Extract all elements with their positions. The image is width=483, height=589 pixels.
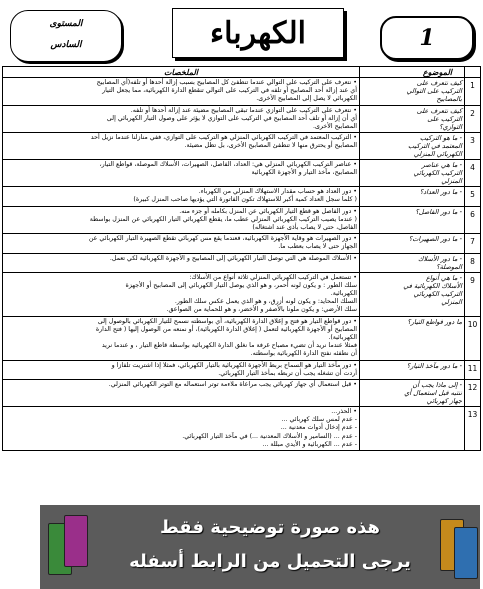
table-row [3,160,481,187]
page-header [2,2,481,65]
row-number: 1 [465,78,481,106]
row-topic [360,105,465,133]
topic-line: التركيب على [427,114,462,123]
watermark-line-1: هذه صورة توضيحية فقط [159,517,380,538]
topic-line: بالمصابيح [436,95,462,103]
row-summary [3,407,360,451]
table-row [3,360,481,379]
row-summary [3,380,360,407]
row-topic [360,187,465,206]
row-summary [3,206,360,234]
topic-line: الموصلة؟ [436,262,462,271]
summary-line: • دور الفاصل هو قطع التيار الكهربائي عن المنزل بكامله أو جزء منه. [179,207,357,215]
row-summary [3,133,360,160]
topic-line: - ما دور الفاصل؟ [415,207,462,216]
book-icon [454,527,478,579]
summary-line: • التركيب المعتمد في التركيب الكهربائي المنزلي هو التركيب على التوازي، ففي منازلنا عندما نزيل أحد [90,134,357,142]
table-row [3,133,481,160]
summary-table [2,66,481,451]
table-row [3,206,481,234]
summary-line: • الأسلاك الموصلة هي التي توصل التيار الكهربائي إلى المصابيح و الأجهزة الكهربائية لكي تعمل. [109,254,357,262]
summary-line: الجهاز حتى لا يصاب بعطب ما. [278,243,357,251]
row-number: 6 [465,206,481,234]
row-number: 9 [465,272,481,316]
summary-line: • الحذر... [331,408,357,416]
lesson-number-badge: 1 [380,16,474,60]
summary-line: المصابيح الأخرى. [312,123,357,131]
row-topic [360,234,465,253]
topic-line: التركيب الكهربائي [413,289,462,298]
row-topic [360,272,465,316]
row-topic [360,133,465,160]
row-number: 12 [465,380,481,407]
topic-line: المعتمد في التركيب [407,142,462,151]
summary-line: • قبل استعمال أي جهاز كهربائي يجب مراعاة ملاءمة توتر استعماله مع التوتر الكهربائي المنزلي. [108,381,357,389]
summary-line: الكهربائية). [328,334,357,342]
topic-line: التركيب على التوالي [406,87,462,95]
topic-line: كيف نتعرف على [416,79,462,87]
row-number: 8 [465,253,481,272]
table-row [3,78,481,106]
row-summary [3,105,360,133]
level-box [10,10,122,62]
summary-line: أن نطفئه نفتح الدارة الكهربائية بواسطته. [250,350,357,358]
row-number: 5 [465,187,481,206]
summary-line: أي أن إزالة أو تلف أحد المصابيح في التركيب على التوازي لا يؤثر على وصول التيار الكهربائي إلى [106,114,357,122]
summary-line: - عدم ... (السامير و الأسلاك المعدنية ...) في مآخذ التيار الكهربائي. [182,432,357,440]
row-number: 7 [465,234,481,253]
summary-line: الفاصل، حتى لا يصاب بأذى عند اشتغاله) [252,224,357,232]
summary-line: • دور العداد هو حساب مقدار الاستهلاك المنزلي من الكهرباء. [198,188,357,196]
number-column-header [465,67,481,78]
row-topic [360,206,465,234]
summary-line: المصابيح، مآخذ التيار و الأجهزة الكهربائية [251,169,357,177]
row-topic [360,407,465,451]
row-summary [3,234,360,253]
row-topic [360,160,465,187]
row-summary [3,187,360,206]
summary-line: أي عند إزالة أحد المصابيح أو تلفه في التركيب على التوالي تنقطع الدارة الكهربائية، مما يجعل التيار [102,87,357,95]
row-topic [360,360,465,379]
topic-line: المنزلي [441,297,462,306]
topic-column-header: الموضوع [360,67,465,78]
summary-line: • تستعمل في التركيب الكهربائي المنزلي ثلاثة أنواع من الأسلاك: [189,273,357,281]
topic-line: - إلى ماذا يجب أن [412,381,462,390]
topic-line: - ما هي عناصر [421,161,462,170]
table-row [3,407,481,451]
summary-line: • نتعرف على التركيب على التوازي عندما تبقى المصابيح مضيئة عند إزالة أحدها أو تلفه. [130,106,357,114]
summary-line: سلك الأرضي: و يكون ملونا بالأصفر و الأخضر، و هو للحماية من الصواعق. [166,306,357,314]
row-number: 3 [465,133,481,160]
summary-line: • دور الصهيرات هو وقاية الأجهزة الكهربائية، فعندما يقع مس كهربائي تقطع الصهيرة التيار الكهربائي عن [88,235,357,243]
topic-line: - ما دور مآخذ التيار؟ [406,361,462,370]
topic-line: كيف نتعرف على [416,106,462,115]
row-topic [360,253,465,272]
row-summary [3,272,360,316]
page-title: الكهرباء [172,8,344,58]
book-icon [64,515,88,567]
summary-line: • دور مآخذ التيار هو السماح بربط الأجهزة الكهربائية بالتيار الكهربائي، فمثلا إذا اشتريت تلفازا و [111,361,357,369]
row-topic [360,380,465,407]
row-number: 13 [465,407,481,451]
topic-line: الأسلاك الكهربائية في [403,281,462,290]
topic-line: - ما هي أنواع [425,273,462,282]
row-number: 2 [465,105,481,133]
topic-line: التركيب الكهربائي [413,169,462,178]
table-row [3,105,481,133]
table-row [3,234,481,253]
summary-line: - عدم ... الكهربائية و الأيدي مبللة ... [262,440,357,448]
row-summary [3,78,360,106]
topic-line: - ما هو التركيب [419,134,462,143]
summary-column-header: الملخصات [3,67,360,78]
table-row [3,187,481,206]
topic-line: ما دور قواطع التيار؟ [407,317,462,326]
topic-line: - ما دور الصهيرات؟ [408,235,462,244]
summary-line: • دور قواطع التيار هو فتح و إغلاق الدارة الكهربائية، أي بواسطته نسمح للتيار الكهربائي بالوصول إلى [97,317,357,325]
table-row [3,380,481,407]
summary-line: سلك الطور : و يكون لونه أحمر، و هو الذي يوصل التيار الكهربائي إلى المصابيح أو الأجهزة [125,281,357,289]
summary-line: الكهربائية. [330,290,357,298]
lesson-page [2,2,481,587]
summary-line: • نتعرف على التركيب على التوالي عندما تنطفئ كل المصابيح بسبب إزالة أحدها أو تلفه(أي المصابيح [96,79,357,86]
summary-line: - عدم إدخال أدوات معدنية ... [280,424,357,432]
level-value: السادس [50,40,82,50]
level-label: المستوى [49,19,83,29]
row-summary [3,316,360,360]
summary-line: فمثلا عندما نريد أن تضيء مصباح غرفة ما نغلق الدارة الكهربائية بواسطة قاطع التيار ، و عندما نريد [101,342,357,350]
row-topic [360,78,465,106]
row-number: 11 [465,360,481,379]
watermark-banner [40,505,480,589]
row-number: 10 [465,316,481,360]
summary-line: أردت أن تشغله يجب أن تربطه بمأخذ التيار الكهربائي. [218,369,357,377]
table-row [3,316,481,360]
table-row [3,272,481,316]
summary-line: • عناصر التركيب الكهربائي المنزلي هي: العداد، الفاصل، الصهيرات، الأسلاك الموصلة، قواطع التيار، [99,161,357,169]
table-row [3,253,481,272]
summary-line: - عدم لمس سلك كهربائي ... [281,416,357,424]
row-summary [3,253,360,272]
summary-line: ( كلما سجل العداد كمية أكبر للاستهلاك تكون الفاتورة التي يؤديها صاحب المنزل كبيرة) [133,196,357,204]
row-summary [3,160,360,187]
topic-line: - ما دور العداد؟ [419,188,462,197]
row-topic [360,316,465,360]
summary-line: الكهربائي لا يصل إلى المصابيح الأخرى. [256,95,357,103]
summary-line: السلك المحايد: و يكون لونه أزرق، و هو الذي يعمل عكس سلك الطور. [174,298,357,306]
summary-line: المصابيح أو يحترق منها لا تنطفئ المصابيح الأخرى، بل تظل مضيئة. [184,142,357,150]
topic-line: - ما دور الأسلاك [418,254,462,263]
watermark-line-2: يرجى التحميل من الرابط أسفله [129,551,411,572]
row-summary [3,360,360,379]
topic-line: جهاز كهربائي [426,397,462,406]
topic-line: المنزلي [441,177,462,186]
summary-line: المصابيح أو الأجهزة الكهربائية لتعمل ( إغلاق الدارة الكهربائية)، أو نمنعه من الوصول إليها ( فتح الدارة [95,325,357,333]
topic-line: التوازي؟ [439,122,462,131]
row-number: 4 [465,160,481,187]
topic-line: ننتبه قبل استعمال أي [404,389,462,398]
topic-line: الكهربائي المنزلي [413,150,462,159]
summary-line: ( عندما يصيب التركيب الكهربائي المنزلي عطب ما، يقطع الكهربائي التيار الكهربائي عن المنزل بواسطة [89,215,357,223]
